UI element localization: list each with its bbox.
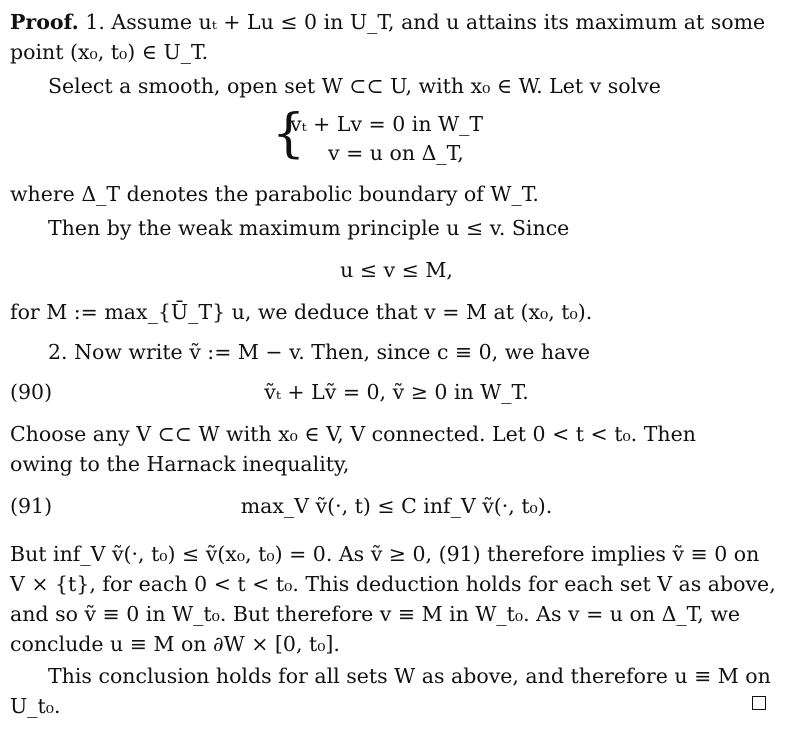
equation-91-number: (91)	[10, 494, 53, 518]
proof-line-boundary: where Δ_T denotes the parabolic boundary of W_T.	[10, 182, 539, 206]
proof-line-step-2: 2. Now write ṽ := M − v. Then, since c ≡ 0, we have	[48, 340, 591, 364]
proof-line-choose-2: owing to the Harnack inequality,	[10, 452, 350, 476]
proof-line-but-2: V × {t}, for each 0 < t < t₀. This deduction holds for each set V as above,	[10, 572, 776, 596]
equation-91-body: max_V ṽ(·, t) ≤ C inf_V ṽ(·, t₀).	[240, 494, 553, 518]
pde-system	[272, 104, 512, 166]
qed-square-icon	[752, 696, 766, 710]
inequality-display: u ≤ v ≤ M,	[340, 258, 453, 282]
proof-line-weak-max: Then by the weak maximum principle u ≤ v. Since	[48, 216, 570, 240]
proof-line-1	[10, 8, 765, 38]
proof-line-choose-1: Choose any V ⊂⊂ W with x₀ ∈ V, V connected. Let 0 < t < t₀. Then	[10, 422, 696, 446]
proof-label: Proof.	[10, 10, 79, 34]
proof-line-but-4: conclude u ≡ M on ∂W × [0, t₀].	[10, 632, 340, 656]
equation-90	[10, 378, 783, 408]
equation-90-body: ṽₜ + Lṽ = 0, ṽ ≥ 0 in W_T.	[264, 380, 529, 404]
proof-text-1: 1. Assume uₜ + Lu ≤ 0 in U_T, and u attains its maximum at some	[78, 10, 766, 34]
proof-line-3: Select a smooth, open set W ⊂⊂ U, with x₀ ∈ W. Let v solve	[48, 74, 661, 98]
proof-line-2: point (x₀, t₀) ∈ U_T.	[10, 40, 209, 64]
equation-91	[10, 492, 783, 522]
proof-line-conclusion-2: U_t₀.	[10, 694, 61, 718]
equation-90-number: (90)	[10, 380, 53, 404]
left-brace: {	[272, 104, 306, 164]
proof-line-for-m: for M := max_{Ū_T} u, we deduce that v = M at (x₀, t₀).	[10, 300, 593, 324]
proof-line-but-1: But inf_V ṽ(·, t₀) ≤ ṽ(x₀, t₀) = 0. As ṽ ≥ 0, (91) therefore implies ṽ ≡ 0 on	[10, 542, 760, 566]
pde-system-row-2: v = u on Δ_T,	[328, 141, 464, 165]
pde-system-row-1: vₜ + Lv = 0 in W_T	[290, 112, 484, 136]
proof-line-conclusion-1: This conclusion holds for all sets W as above, and therefore u ≡ M on	[48, 664, 771, 688]
proof-line-but-3: and so ṽ ≡ 0 in W_t₀. But therefore v ≡ M in W_t₀. As v = u on Δ_T, we	[10, 602, 741, 626]
